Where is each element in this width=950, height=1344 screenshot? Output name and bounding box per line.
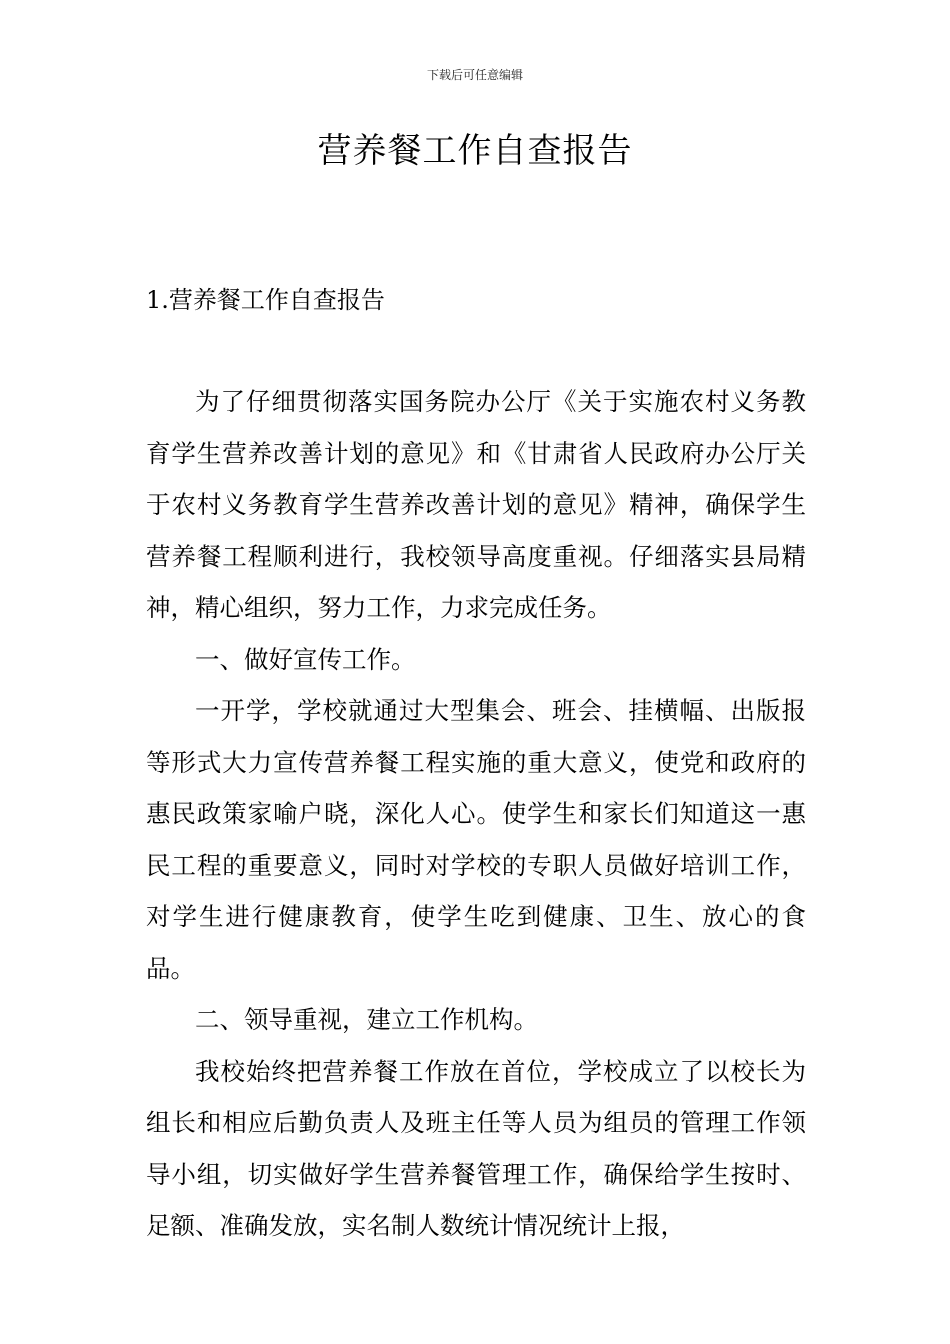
body-paragraph-intro: 为了仔细贯彻落实国务院办公厅《关于实施农村义务教育学生营养改善计划的意见》和《甘肃省人民政府办公厅关于农村义务教育学生营养改善计划的意见》精神，确保学生营养餐工程顺利进行，我校领导高度重视。仔细落实县局精神，精心组织，努力工作，力求完成任务。 [146, 387, 806, 622]
body-subheading-leadership: 二、领导重视，建立工作机构。 [195, 1005, 538, 1034]
body-paragraph-leadership: 我校始终把营养餐工作放在首位，学校成立了以校长为组长和相应后勤负责人及班主任等人员为组员的管理工作领导小组，切实做好学生营养餐管理工作，确保给学生按时、足额、准确发放，实名制人数统计情况统计上报， [146, 1056, 806, 1240]
document-body [146, 376, 806, 1252]
body-subheading-publicity: 一、做好宣传工作。 [195, 644, 416, 674]
body-paragraph-publicity: 一开学，学校就通过大型集会、班会、挂横幅、出版报等形式大力宣传营养餐工程实施的重大意义，使党和政府的惠民政策家喻户晓，深化人心。使学生和家长们知道这一惠民工程的重要意义，同时对学校的专职人员做好培训工作，对学生进行健康教育，使学生吃到健康、卫生、放心的食品。 [146, 696, 806, 983]
section-heading: 1.营养餐工作自查报告 [146, 286, 385, 314]
document-title: 营养餐工作自查报告 [317, 131, 633, 171]
header-note: 下载后可任意编辑 [426, 68, 523, 82]
